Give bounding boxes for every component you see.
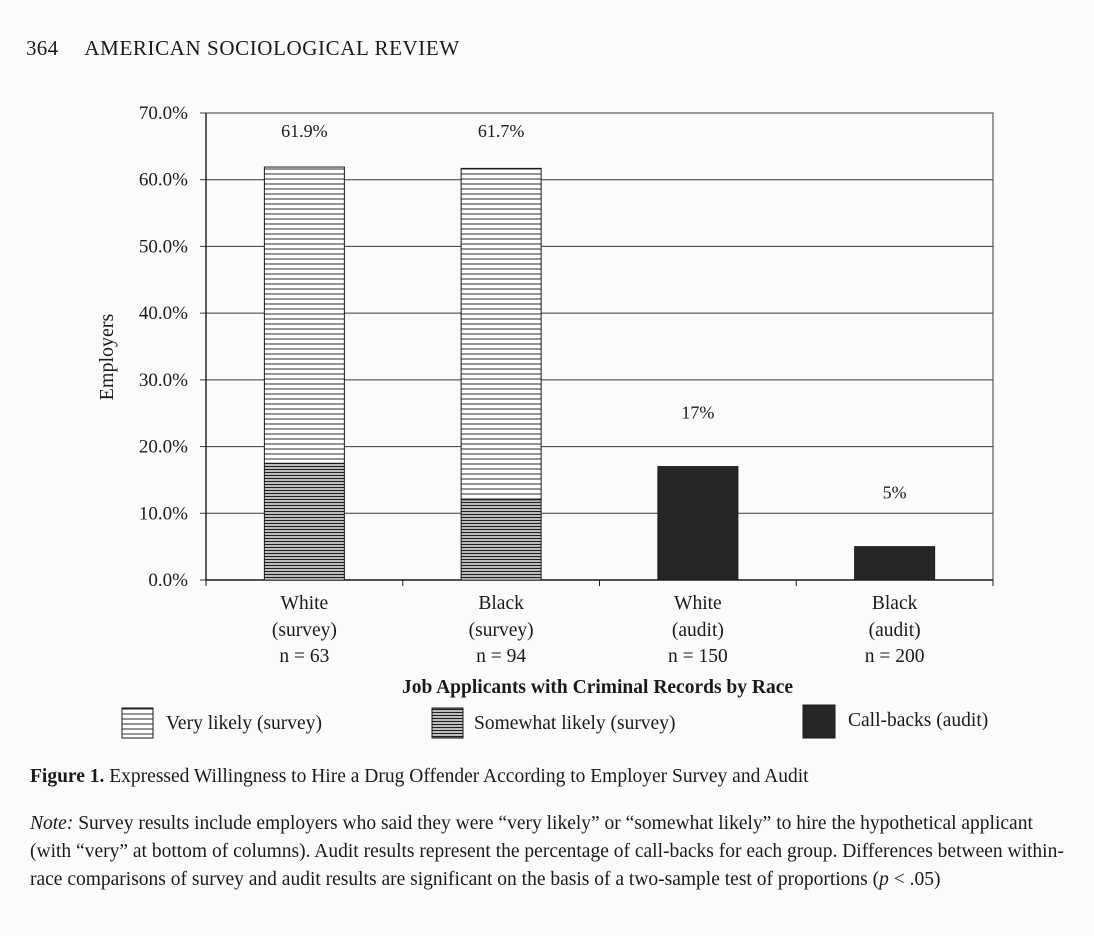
legend-label: Very likely (survey) xyxy=(166,713,322,734)
legend-layer xyxy=(122,705,988,738)
x-tick-label: n = 63 xyxy=(279,646,330,667)
note-p-symbol: p xyxy=(879,869,889,890)
x-tick-label: White xyxy=(674,593,722,614)
data-label: 61.7% xyxy=(477,121,525,141)
y-tick-label: 20.0% xyxy=(138,436,188,458)
y-tick-label: 40.0% xyxy=(138,303,188,325)
bar-layer xyxy=(264,167,934,580)
y-axis-title: Employers xyxy=(96,313,118,401)
bar-segment-solid xyxy=(855,547,935,580)
y-tick-label: 60.0% xyxy=(138,169,188,191)
figure-note xyxy=(30,810,1070,894)
journal-title: AMERICAN SOCIOLOGICAL REVIEW xyxy=(84,36,460,60)
bar-segment-dense-stripes xyxy=(264,463,344,580)
x-tick-label: White xyxy=(280,593,329,614)
legend-swatch-solid xyxy=(803,705,835,738)
label-layer xyxy=(272,121,925,698)
x-tick-label: (survey) xyxy=(271,620,337,641)
x-tick-label: (survey) xyxy=(468,620,534,641)
x-tick-label: n = 94 xyxy=(476,646,527,667)
bar-segment-dense-stripes xyxy=(461,500,541,580)
legend-label: Call-backs (audit) xyxy=(848,710,989,731)
y-tick-label: 70.0% xyxy=(138,103,188,124)
y-tick-label: 50.0% xyxy=(138,236,188,258)
page-number: 364 xyxy=(26,36,59,60)
bar-segment-solid xyxy=(658,467,738,580)
legend-swatch-light-stripes xyxy=(122,708,153,738)
x-tick-label: (audit) xyxy=(868,620,921,641)
data-label: 5% xyxy=(882,482,907,503)
x-tick-label: n = 200 xyxy=(864,646,925,667)
y-tick-label: 0.0% xyxy=(148,570,188,591)
x-tick-label: Black xyxy=(478,593,524,614)
note-text: Survey results include employers who said they were “very likely” or “somewhat likely” to hire the hypothetical applicant (with “very” at bottom of columns). Audit results represent the percentage of call-backs for each group. Differences between within-race comparisons of survey and audit results are significant on the basis of a two-sample test of proportions ( xyxy=(30,813,1064,890)
y-tick-label: 30.0% xyxy=(138,369,188,391)
x-axis-title: Job Applicants with Criminal Records by Race xyxy=(401,677,794,698)
note-label: Note: xyxy=(30,813,74,834)
caption-text: Expressed Willingness to Hire a Drug Offender According to Employer Survey and Audit xyxy=(104,766,809,787)
data-label: 17% xyxy=(681,402,715,423)
y-tick-label: 10.0% xyxy=(138,503,188,525)
x-tick-label: (audit) xyxy=(671,620,724,641)
bar-segment-light-stripes xyxy=(264,167,344,463)
axis-layer xyxy=(96,103,993,591)
note-text-end: < .05) xyxy=(888,869,941,890)
bar-segment-light-stripes xyxy=(461,168,541,500)
x-tick-label: Black xyxy=(871,593,918,614)
x-tick-label: n = 150 xyxy=(668,646,728,667)
data-label: 61.9% xyxy=(281,121,328,141)
legend-label: Somewhat likely (survey) xyxy=(474,713,676,734)
caption-label: Figure 1. xyxy=(30,766,105,787)
legend-swatch-dense-stripes xyxy=(432,708,463,738)
figure-caption xyxy=(30,766,809,788)
